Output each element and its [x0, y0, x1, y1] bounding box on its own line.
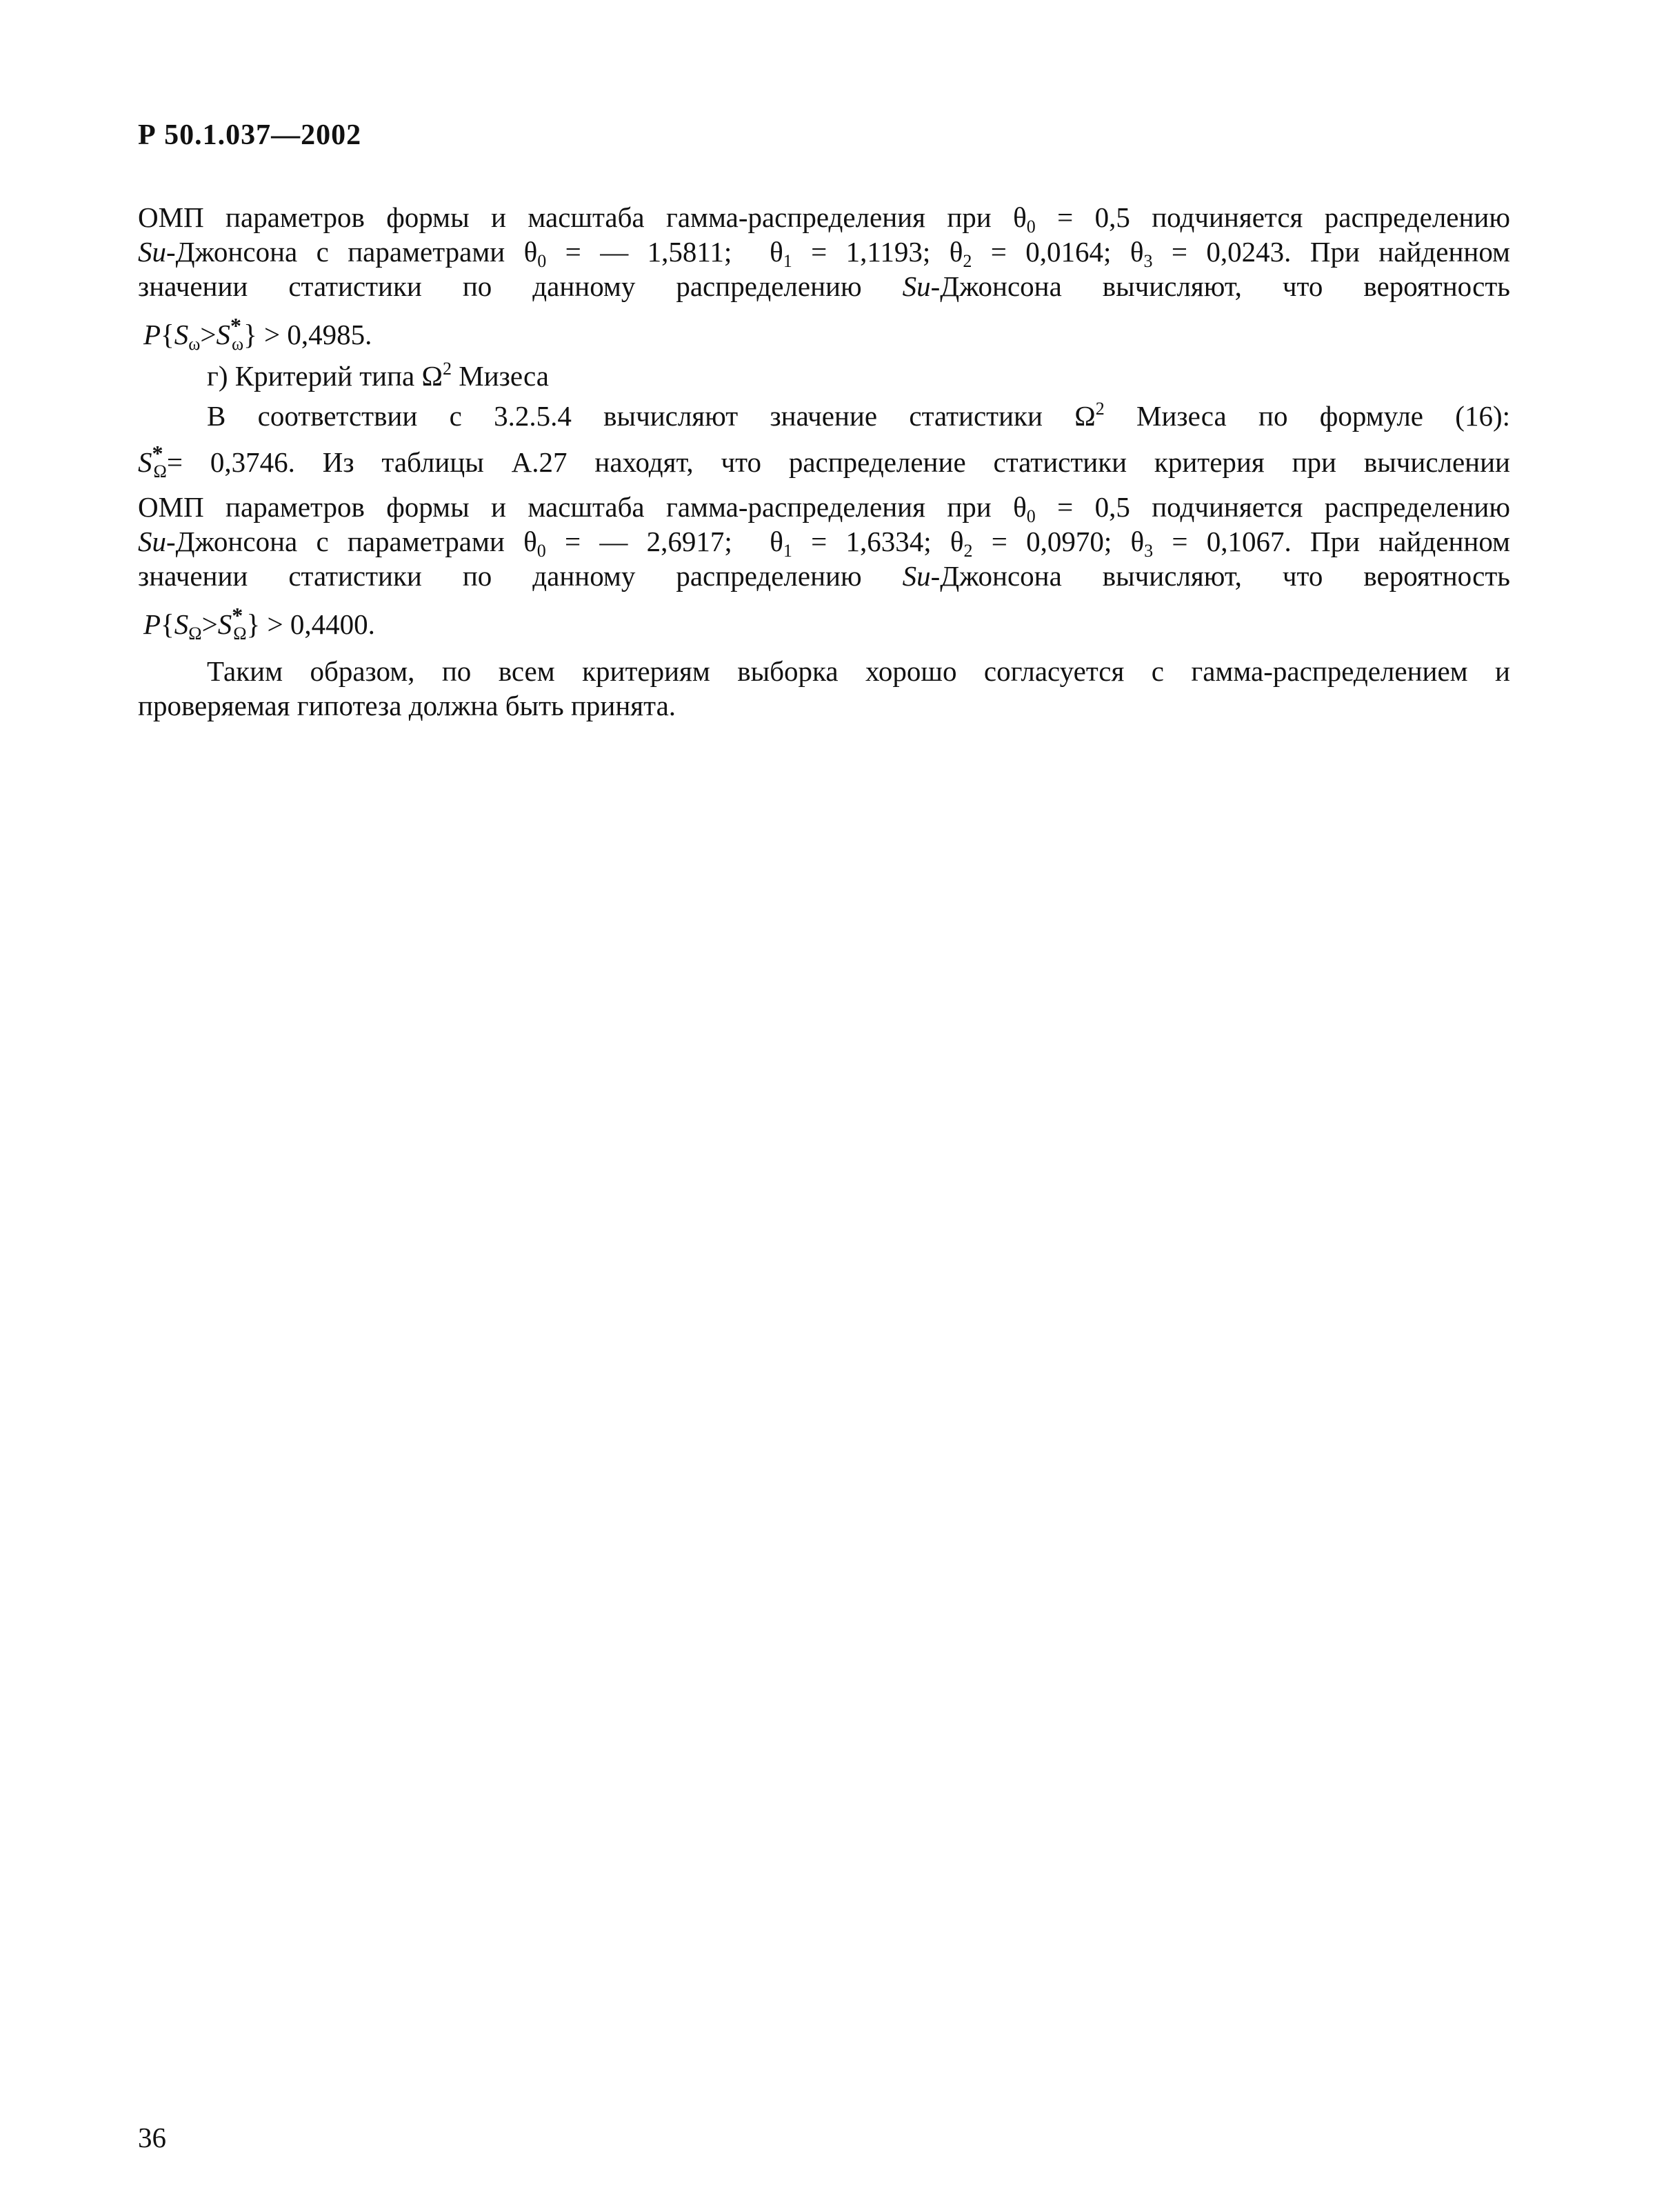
probability-value: > 0,4400. [267, 608, 375, 640]
paragraph-line: значении статистики по данному распределению Su-Джонсона вычисляют, что вероятность [138, 270, 1510, 302]
probability-formula: $P\{S_\omega>S^*_\omega\} > 0,4985$. [143, 313, 372, 354]
paragraph-text: Из таблицы А.27 находят, что распределение статистики критерия при вычислении [322, 446, 1511, 478]
paragraph-line: ОМП параметров формы и масштаба гамма-распределения при $\theta_0 = 0,5$ подчиняется распределению [138, 491, 1510, 526]
probability-formula: $P\{S_\Omega>S^*_\Omega\} > 0,4400$. [143, 603, 375, 644]
conclusion-line: Таким образом, по всем критериям выборка хорошо согласуется с гамма-распределением и [207, 655, 1510, 687]
paragraph-line: ОМП параметров формы и масштаба гамма-распределения при $\theta_0 = 0,5$ подчиняется распределению [138, 201, 1510, 237]
paragraph-line: Su-Джонсона с параметрами $\theta_0$ = — 1,5811; $\theta_1 = 1,1193$; $\theta_2 = 0,0164$; $\theta_3 = 0,0243$. При найденном [138, 236, 1510, 271]
section-heading: г) Критерий типа $\Omega^2$ Мизеса [207, 359, 549, 392]
conclusion-line: проверяемая гипотеза должна быть принята. [138, 690, 676, 721]
statistic-value: = 0,3746. [166, 446, 295, 478]
paragraph-line: значении статистики по данному распределению Su-Джонсона вычисляют, что вероятность [138, 560, 1510, 592]
page-number: 36 [138, 2122, 166, 2153]
document-code: Р 50.1.037—2002 [138, 119, 362, 151]
paragraph-line: В соответствии с 3.2.5.4 вычисляют значение статистики $\Omega^2$ Мизеса по формуле (16): [207, 399, 1511, 432]
probability-value: > 0,4985. [264, 319, 372, 350]
paragraph-line: Su-Джонсона с параметрами $\theta_0$ = — 2,6917; $\theta_1 = 1,6334$; $\theta_2 = 0,0970$; $\theta_3 = 0,1067$. При найденном [138, 526, 1511, 561]
paragraph-line: $S^*_\Omega= 0,3746$. Из таблицы А.27 находят, что распределение статистики критерия при вычислении [138, 441, 1511, 481]
